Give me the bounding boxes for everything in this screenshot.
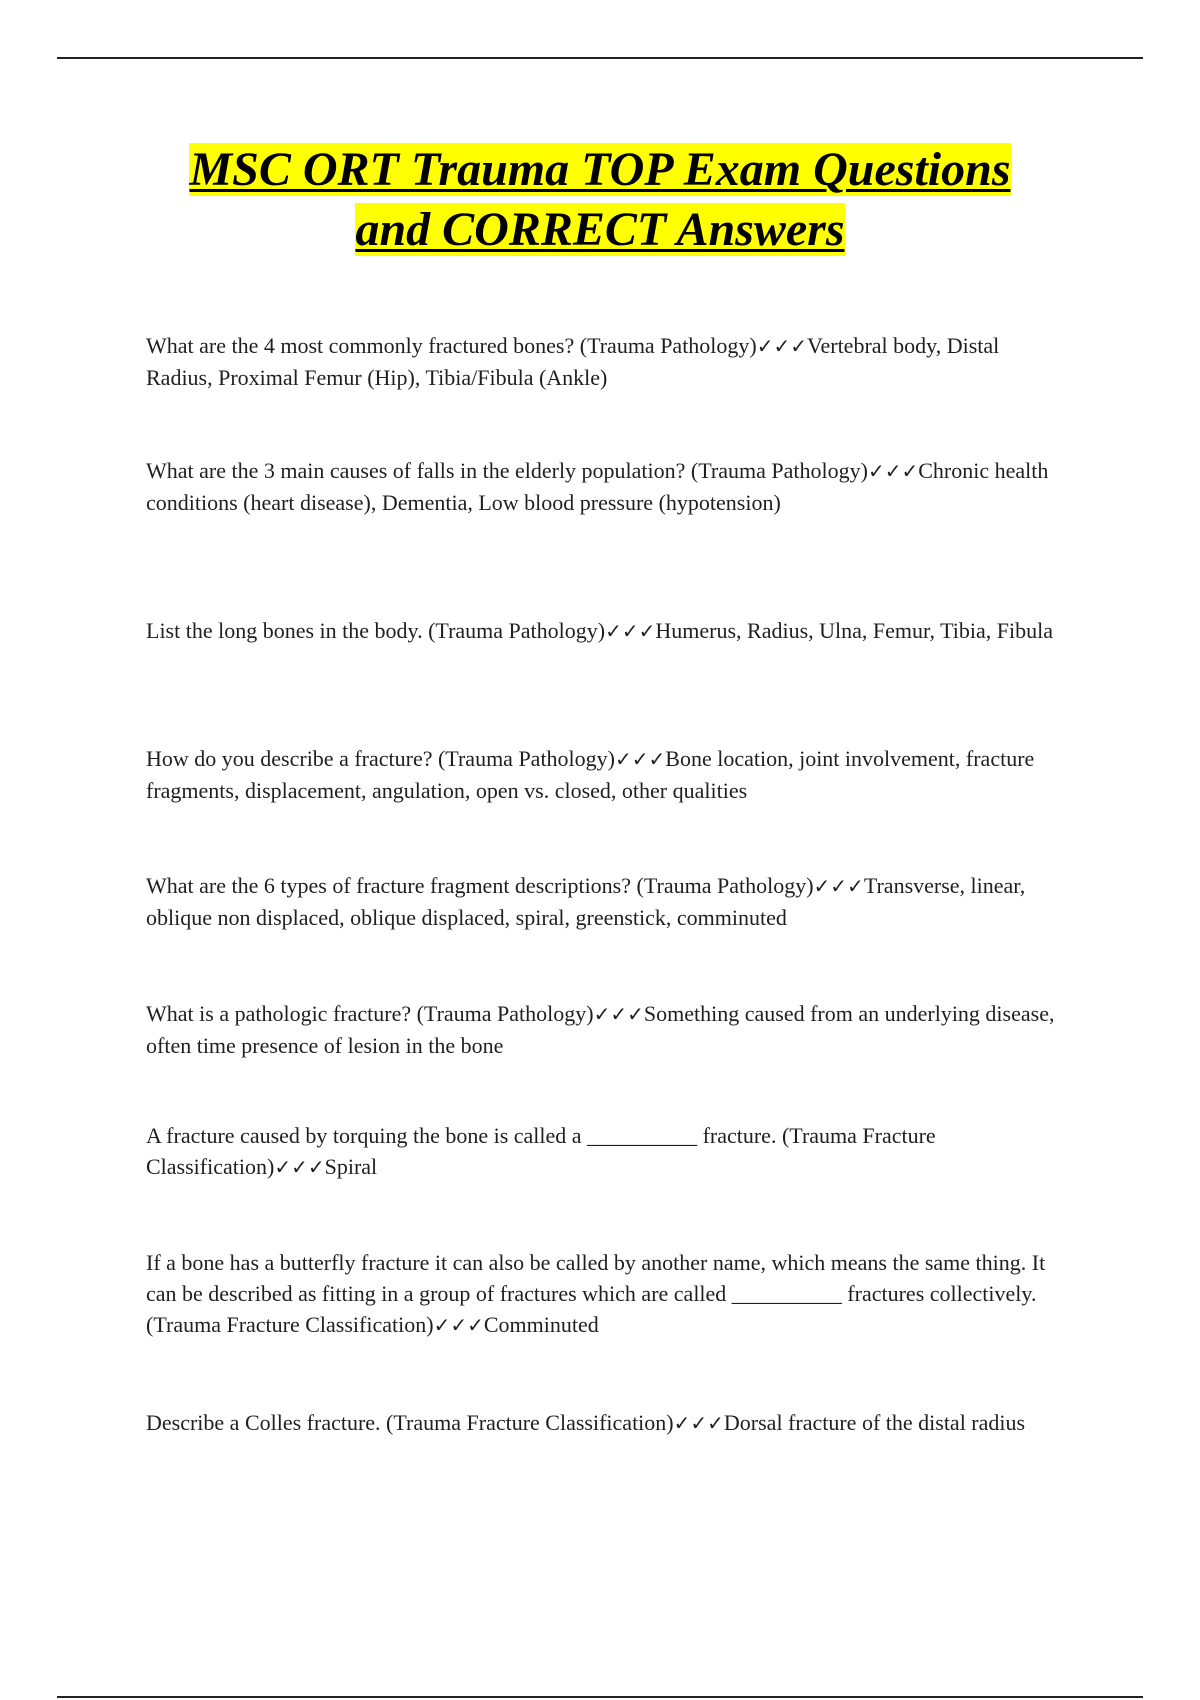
answer-text: Transverse, linear, oblique non displaced, oblique displaced, spiral, greenstick, comminuted: [146, 873, 1026, 930]
qa-item-4: [146, 743, 1066, 806]
check-marks-icon: ✓✓✓: [274, 1155, 325, 1179]
answer-text: Humerus, Radius, Ulna, Femur, Tibia, Fibula: [655, 618, 1053, 643]
document-title: [80, 140, 1120, 260]
question-text: How do you describe a fracture? (Trauma Pathology): [146, 746, 615, 771]
header-rule: [57, 57, 1143, 59]
question-text: List the long bones in the body. (Trauma Pathology): [146, 618, 606, 643]
answer-text: Bone location, joint involvement, fracture fragments, displacement, angulation, open vs. closed, other qualities: [146, 746, 1035, 803]
title-line-1: MSC ORT Trauma TOP Exam Questions: [189, 143, 1011, 196]
title-line-2: and CORRECT Answers: [355, 203, 845, 256]
qa-item-1: [146, 330, 1066, 393]
question-text: What are the 3 main causes of falls in the elderly population? (Trauma Pathology): [146, 458, 868, 483]
question-text: If a bone has a butterfly fracture it can also be called by another name, which means the same thing. It can be described as fitting in a group of fractures which are called __________ fractures collectively. (Trauma Fracture Classification): [146, 1250, 1046, 1337]
answer-text: Spiral: [324, 1154, 378, 1179]
check-marks-icon: ✓✓✓: [756, 334, 808, 358]
question-text: What are the 6 types of fracture fragment descriptions? (Trauma Pathology): [146, 873, 814, 898]
qa-item-9: [146, 1407, 1066, 1439]
check-marks-icon: ✓✓✓: [605, 619, 656, 643]
answer-text: Something caused from an underlying disease, often time presence of lesion in the bone: [146, 1001, 1055, 1058]
check-marks-icon: ✓✓✓: [867, 459, 919, 483]
qa-item-2: [146, 455, 1066, 518]
check-marks-icon: ✓✓✓: [433, 1313, 484, 1337]
check-marks-icon: ✓✓✓: [615, 747, 666, 771]
qa-item-8: [146, 1247, 1066, 1341]
check-marks-icon: ✓✓✓: [673, 1411, 724, 1435]
answer-text: Comminuted: [483, 1312, 599, 1337]
check-marks-icon: ✓✓✓: [593, 1002, 644, 1026]
qa-item-7: [146, 1120, 1066, 1183]
question-text: A fracture caused by torquing the bone is called a __________ fracture. (Trauma Fracture Classification): [146, 1123, 936, 1179]
answer-text: Vertebral body, Distal Radius, Proximal Femur (Hip), Tibia/Fibula (Ankle): [146, 333, 1000, 390]
check-marks-icon: ✓✓✓: [813, 874, 864, 898]
question-text: What is a pathologic fracture? (Trauma Pathology): [146, 1001, 594, 1026]
question-text: Describe a Colles fracture. (Trauma Fracture Classification): [146, 1410, 674, 1435]
qa-item-5: [146, 870, 1066, 933]
qa-item-6: [146, 998, 1066, 1061]
qa-item-3: [146, 615, 1066, 647]
footer-rule: [57, 1696, 1143, 1698]
question-text: What are the 4 most commonly fractured bones? (Trauma Pathology): [146, 333, 757, 358]
answer-text: Chronic health conditions (heart disease), Dementia, Low blood pressure (hypotension): [146, 458, 1049, 515]
answer-text: Dorsal fracture of the distal radius: [723, 1410, 1026, 1435]
